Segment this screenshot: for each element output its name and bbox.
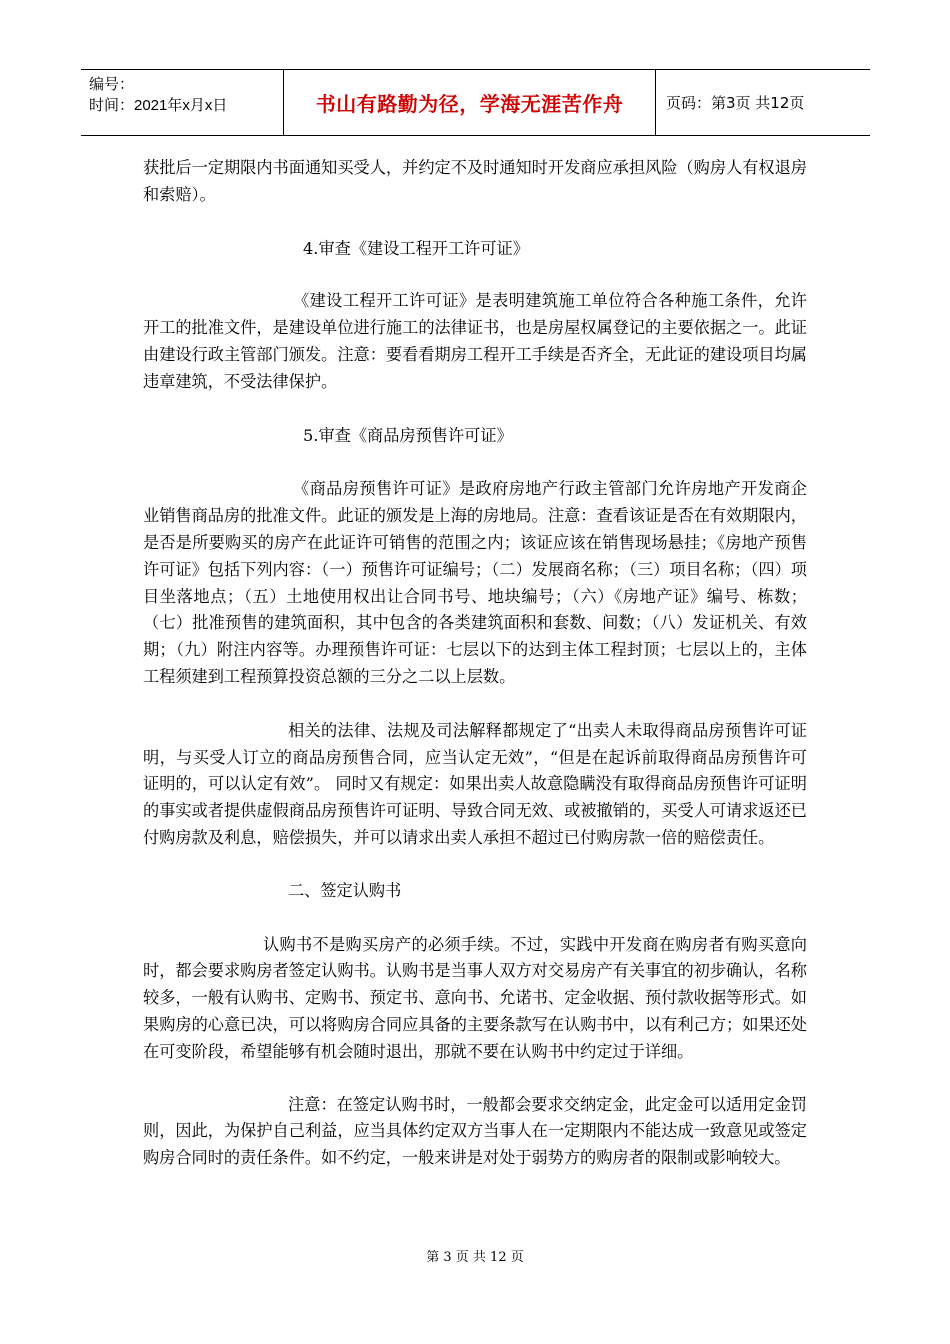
paragraph-1: 获批后一定期限内书面通知买受人，并约定不及时通知时开发商应承担风险（购房人有权退房和索赔）。: [143, 158, 807, 204]
heading-2: 二、签定认购书: [288, 880, 402, 900]
number-label: 编号：: [89, 76, 135, 93]
paragraph-4: 相关的法律、法规及司法解释都规定了“出卖人未取得商品房预售许可证明，与买受人订立的商品房预售合同，应当认定无效”，“但是在起诉前取得商品房预售许可证明的，可以认定有效”。 同时又有规定：如果出卖人故意隐瞒没有取得商品房预售许可证明的事实或者提供虚假商品房预售许可证明、导致合同无效、或被撤销的，买受人可请求返还已付购房款及利息，赔偿损失，并可以请求出卖人承担不超过已付购房款一倍的赔偿责任。: [143, 720, 807, 847]
time-label: 时间：2021年x月x日: [89, 97, 228, 114]
paragraph-6: 注意：在签定认购书时，一般都会要求交纳定金，此定金可以适用定金罚则，因此，为保护自己利益，应当具体约定双方当事人在一定期限内不能达成一致意见或签定购房合同时的责任条件。如不约定，一般来讲是对处于弱势方的购房者的限制或影响较大。: [143, 1094, 807, 1168]
page-footer: 第 3 页 共 12 页: [426, 1250, 524, 1265]
page-header: [81, 69, 870, 136]
paragraph-2: 《建设工程开工许可证》是表明建筑施工单位符合各种施工条件，允许开工的批准文件，是建设单位进行施工的法律证书，也是房屋权属登记的主要依据之一。此证由建设行政主管部门颁发。注意：要看看期房工程开工手续是否齐全，无此证的建设项目均属违章建筑，不受法律保护。: [143, 291, 807, 391]
heading-5: 5.审查《商品房预售许可证》: [303, 425, 513, 445]
document-body: [143, 155, 807, 1172]
paragraph-3: 《商品房预售许可证》是政府房地产行政主管部门允许房地产开发商企业销售商品房的批准文件。此证的颁发是上海的房地局。注意：查看该证是否在有效期限内，是否是所要购买的房产在此证许可销售的范围之内；该证应该在销售现场悬挂；《房地产预售许可证》包括下列内容：（一）预售许可证编号；（二）发展商名称；（三）项目名称；（四）项目坐落地点；（五）土地使用权出让合同书号、地块编号；（六）《房地产证》编号、栋数；（七）批准预售的建筑面积，其中包含的各类建筑面积和套数、间数；（八）发证机关、有效期；（九）附注内容等。办理预售许可证：七层以下的达到主体工程封顶；七层以上的，主体工程须建到工程预算投资总额的三分之二以上层数。: [143, 479, 807, 686]
header-page-info: 页码：第3页 共12页: [666, 94, 805, 112]
header-meta: [81, 70, 284, 135]
paragraph-5: 认购书不是购买房产的必须手续。不过，实践中开发商在购房者有购买意向时，都会要求购房者签定认购书。认购书是当事人双方对交易房产有关事宜的初步确认，名称较多，一般有认购书、定购书、预定书、意向书、允诺书、定金收据、预付款收据等形式。如果购房的心意已决，可以将购房合同应具备的主要条款写在认购书中，以有利己方；如果还处在可变阶段，希望能够有机会随时退出，那就不要在认购书中约定过于详细。: [143, 934, 807, 1061]
heading-4: 4.审查《建设工程开工许可证》: [303, 238, 529, 258]
header-motto: 书山有路勤为径，学海无涯苦作舟: [284, 70, 656, 135]
